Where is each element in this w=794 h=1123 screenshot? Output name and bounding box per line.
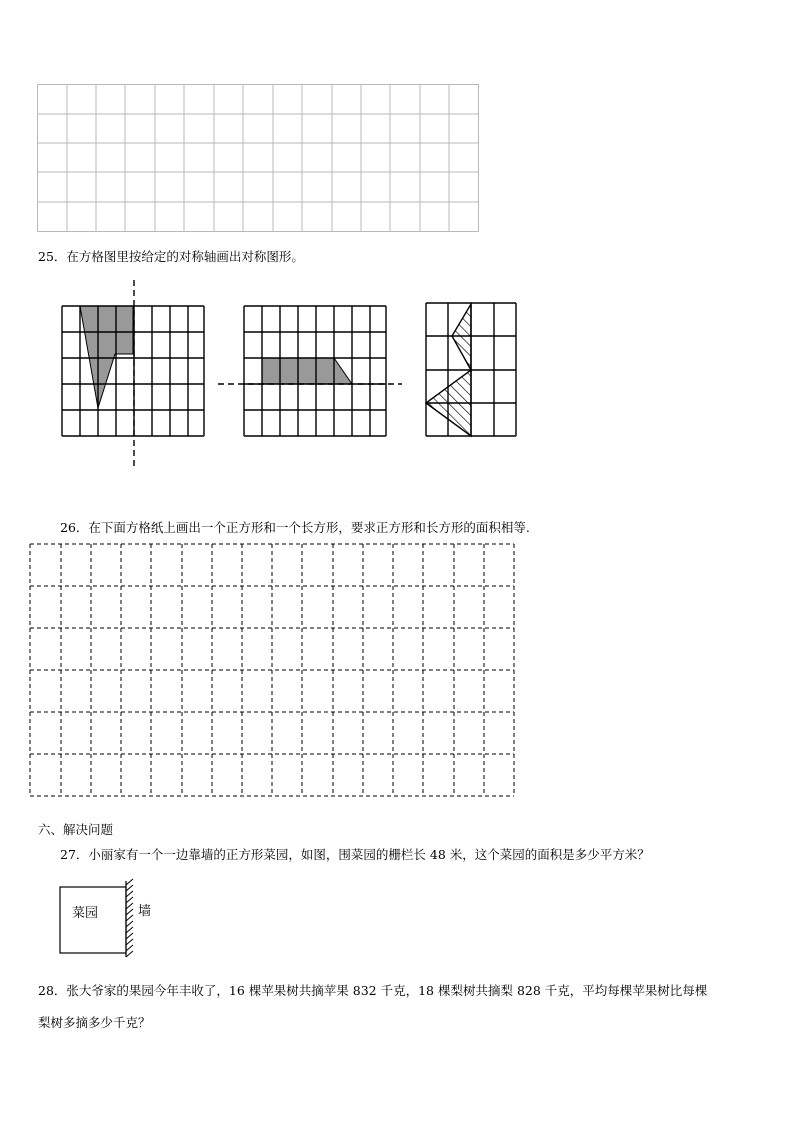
section-6-title: 六、解决问题 (38, 822, 114, 837)
top-grid (37, 84, 480, 234)
symmetry-grid-vertical-axis (60, 280, 208, 470)
symmetry-grid-horizontal-axis (218, 300, 404, 440)
question-27-text: 27．小丽家有一个一边靠墙的正方形菜园，如图，围菜园的栅栏长 48 米，这个菜园的面积是多少平方米？ (60, 847, 650, 862)
dashed-grid-paper (28, 542, 518, 800)
symmetry-grid-hatched (424, 300, 520, 440)
hatched-triangle-top (452, 304, 471, 370)
wall-label: 墙 (138, 904, 152, 919)
question-28-line-1: 28．张大爷家的果园今年丰收了，16 棵苹果树共摘苹果 832 千克，18 棵梨树共摘梨 828 千克，平均每棵苹果树比每棵 (38, 983, 708, 998)
gray-shape (262, 358, 352, 384)
wall-hatching (126, 879, 133, 957)
question-26-text: 26．在下面方格纸上画出一个正方形和一个长方形，要求正方形和长方形的面积相等. (60, 520, 530, 535)
gray-shape (80, 306, 133, 408)
question-28-line-2: 梨树多摘多少千克？ (38, 1015, 151, 1030)
garden-label: 菜园 (72, 906, 99, 921)
question-25-text: 25．在方格图里按给定的对称轴画出对称图形。 (38, 249, 304, 264)
